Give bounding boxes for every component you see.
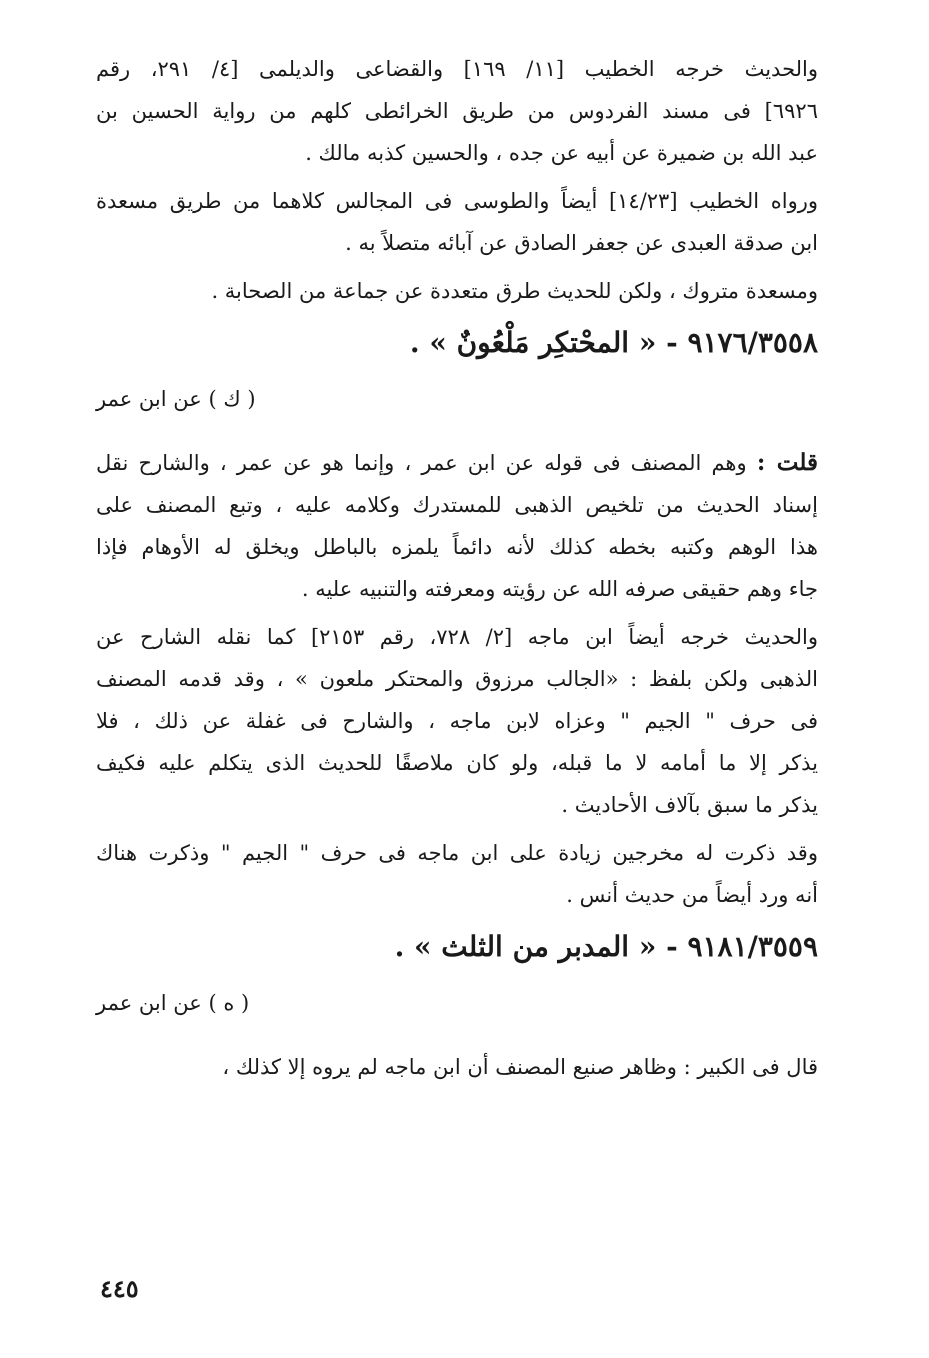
text-line: الذهبى ولكن بلفظ : «الجالب مرزوق والمحتكر ملعون » ، وقد قدمه المصنف xyxy=(96,667,818,691)
lead-word: قلت : xyxy=(756,449,818,476)
paragraph xyxy=(96,442,818,610)
text-line: ابن صدقة العبدى عن جعفر الصادق عن آبائه متصلاً به . xyxy=(345,231,818,255)
page-body xyxy=(96,48,818,1094)
text-line xyxy=(96,442,818,484)
text-line: والحديث خرجه أيضاً ابن ماجه [٢/ ٧٢٨، رقم ٢١٥٣] كما نقله الشارح عن xyxy=(96,625,818,649)
text-line: عبد الله بن ضميرة عن أبيه عن جده ، والحسين كذبه مالك . xyxy=(305,141,818,165)
text-line: والحديث خرجه الخطيب [١١/ ١٦٩] والقضاعى والديلمى [٤/ ٢٩١، رقم xyxy=(96,57,818,81)
hadith-attribution: ( ك ) عن ابن عمر xyxy=(96,387,256,411)
section-1-text xyxy=(96,48,818,312)
paragraph xyxy=(96,616,818,826)
paragraph xyxy=(96,270,818,312)
hadith-heading: ٩١٨١/٣٥٥٩ - « المدبر من الثلث » . xyxy=(394,930,818,963)
text-line: أنه ورد أيضاً من حديث أنس . xyxy=(566,883,818,907)
text-line: ٦٩٢٦] فى مسند الفردوس من طريق الخرائطى كلهم من رواية الحسين بن xyxy=(96,99,818,123)
page-number: ٤٤٥ xyxy=(100,1274,139,1303)
hadith-attribution: ( ه ) عن ابن عمر xyxy=(96,991,250,1015)
section-2-text xyxy=(96,442,818,916)
text-line: ومسعدة متروك ، ولكن للحديث طرق متعددة عن جماعة من الصحابة . xyxy=(211,279,818,303)
paragraph xyxy=(96,180,818,264)
text-line: هذا الوهم وكتبه بخطه كذلك لأنه دائماً يلمزه بالباطل ويخلق له الأوهام فإذا xyxy=(96,535,818,559)
hadith-heading: ٩١٧٦/٣٥٥٨ - « المحْتكِر مَلْعُونٌ » . xyxy=(409,326,818,359)
text-line: فى حرف " الجيم " وعزاه لابن ماجه ، والشارح فى غفلة عن ذلك ، فلا xyxy=(96,709,818,733)
text-line: إسناد الحديث من تلخيص الذهبى للمستدرك وكلامه عليه ، وتبع المصنف على xyxy=(96,493,818,517)
text-line: يذكر إلا ما أمامه لا ما قبله، ولو كان ملاصقًا للحديث الذى يتكلم عليه فكيف xyxy=(96,751,818,775)
text-line: يذكر ما سبق بآلاف الأحاديث . xyxy=(561,793,818,817)
section-3-text xyxy=(96,1046,818,1088)
text-line-content: وهم المصنف فى قوله عن ابن عمر ، وإنما هو عن عمر ، والشارح نقل xyxy=(96,451,747,475)
text-line: ورواه الخطيب [١٤/٢٣] أيضاً والطوسى فى المجالس كلاهما من طريق مسعدة xyxy=(96,189,818,213)
text-line: قال فى الكبير : وظاهر صنيع المصنف أن ابن ماجه لم يروه إلا كذلك ، xyxy=(222,1055,818,1079)
paragraph xyxy=(96,1046,818,1088)
text-line: جاء وهم حقيقى صرفه الله عن رؤيته ومعرفته والتنبيه عليه . xyxy=(301,577,818,601)
paragraph xyxy=(96,48,818,174)
paragraph xyxy=(96,832,818,916)
text-line: وقد ذكرت له مخرجين زيادة على ابن ماجه فى حرف " الجيم " وذكرت هناك xyxy=(96,841,818,865)
